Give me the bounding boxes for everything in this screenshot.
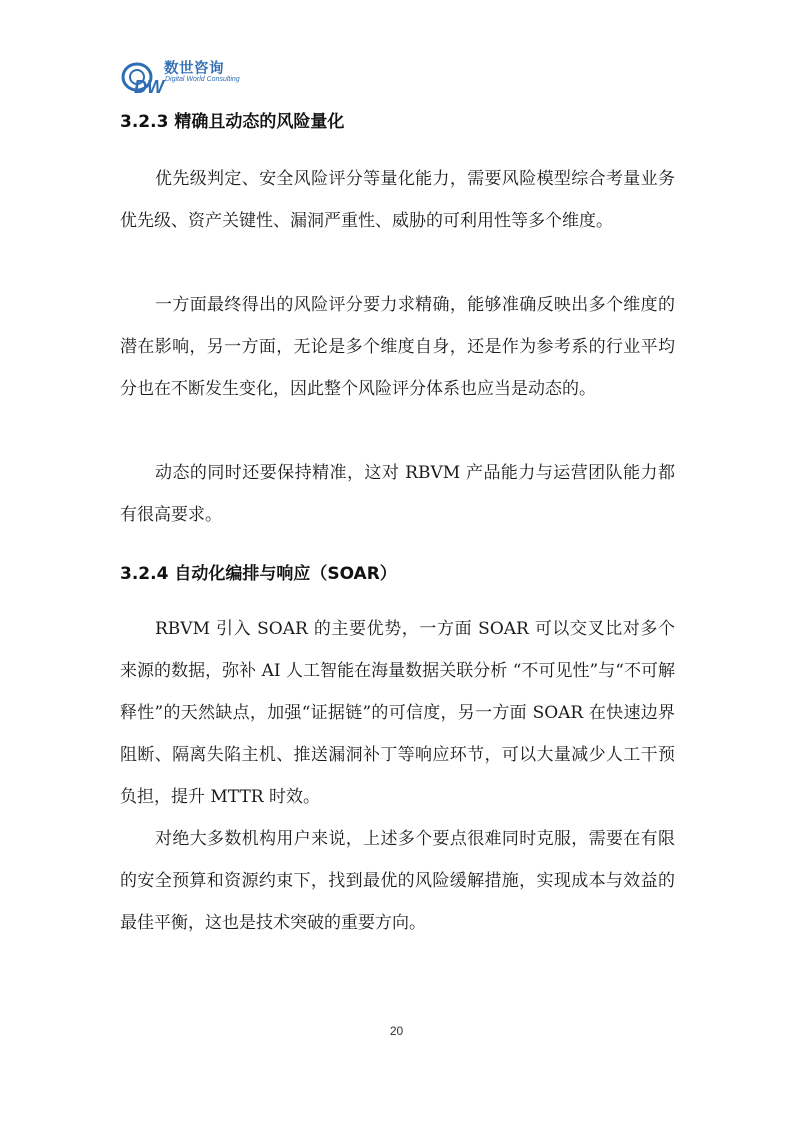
dw-logo-icon [120,55,166,97]
paragraph: 优先级判定、安全风险评分等量化能力，需要风险模型综合考量业务优先级、资产关键性、漏洞严重性、威胁的可利用性等多个维度。 [120,169,675,231]
paragraph: 对绝大多数机构用户来说，上述多个要点很难同时克服，需要在有限的安全预算和资源约束下，找到最优的风险缓解措施，实现成本与效益的最佳平衡，这也是技术突破的重要方向。 [120,829,675,933]
logo-mark-text: DW [134,77,164,97]
logo-chinese-name: 数世咨询 [164,61,224,77]
company-logo [120,55,240,97]
paragraph: 动态的同时还要保持精准，这对 RBVM 产品能力与运营团队能力都有很高要求。 [120,463,675,525]
page-number: 20 [389,1024,404,1038]
section-heading: 3.2.4 自动化编排与响应（SOAR） [120,564,397,584]
paragraph: 一方面最终得出的风险评分要力求精确，能够准确反映出多个维度的潜在影响，另一方面，无论是多个维度自身，还是作为参考系的行业平均分也在不断发生变化，因此整个风险评分体系也应当是动态的。 [120,295,675,399]
logo-english-name: Digital World Consulting [165,76,240,83]
section-heading: 3.2.3 精确且动态的风险量化 [120,112,345,132]
paragraph: RBVM 引入 SOAR 的主要优势，一方面 SOAR 可以交叉比对多个来源的数据，弥补 AI 人工智能在海量数据关联分析 “不可见性”与“不可解释性”的天然缺点，加强“证据链”的可信度，另一方面 SOAR 在快速边界阻断、隔离失陷主机、推送漏洞补丁等响应环节，可以大量减少人工干预负担，提升 MTTR 时效。 [120,619,675,807]
